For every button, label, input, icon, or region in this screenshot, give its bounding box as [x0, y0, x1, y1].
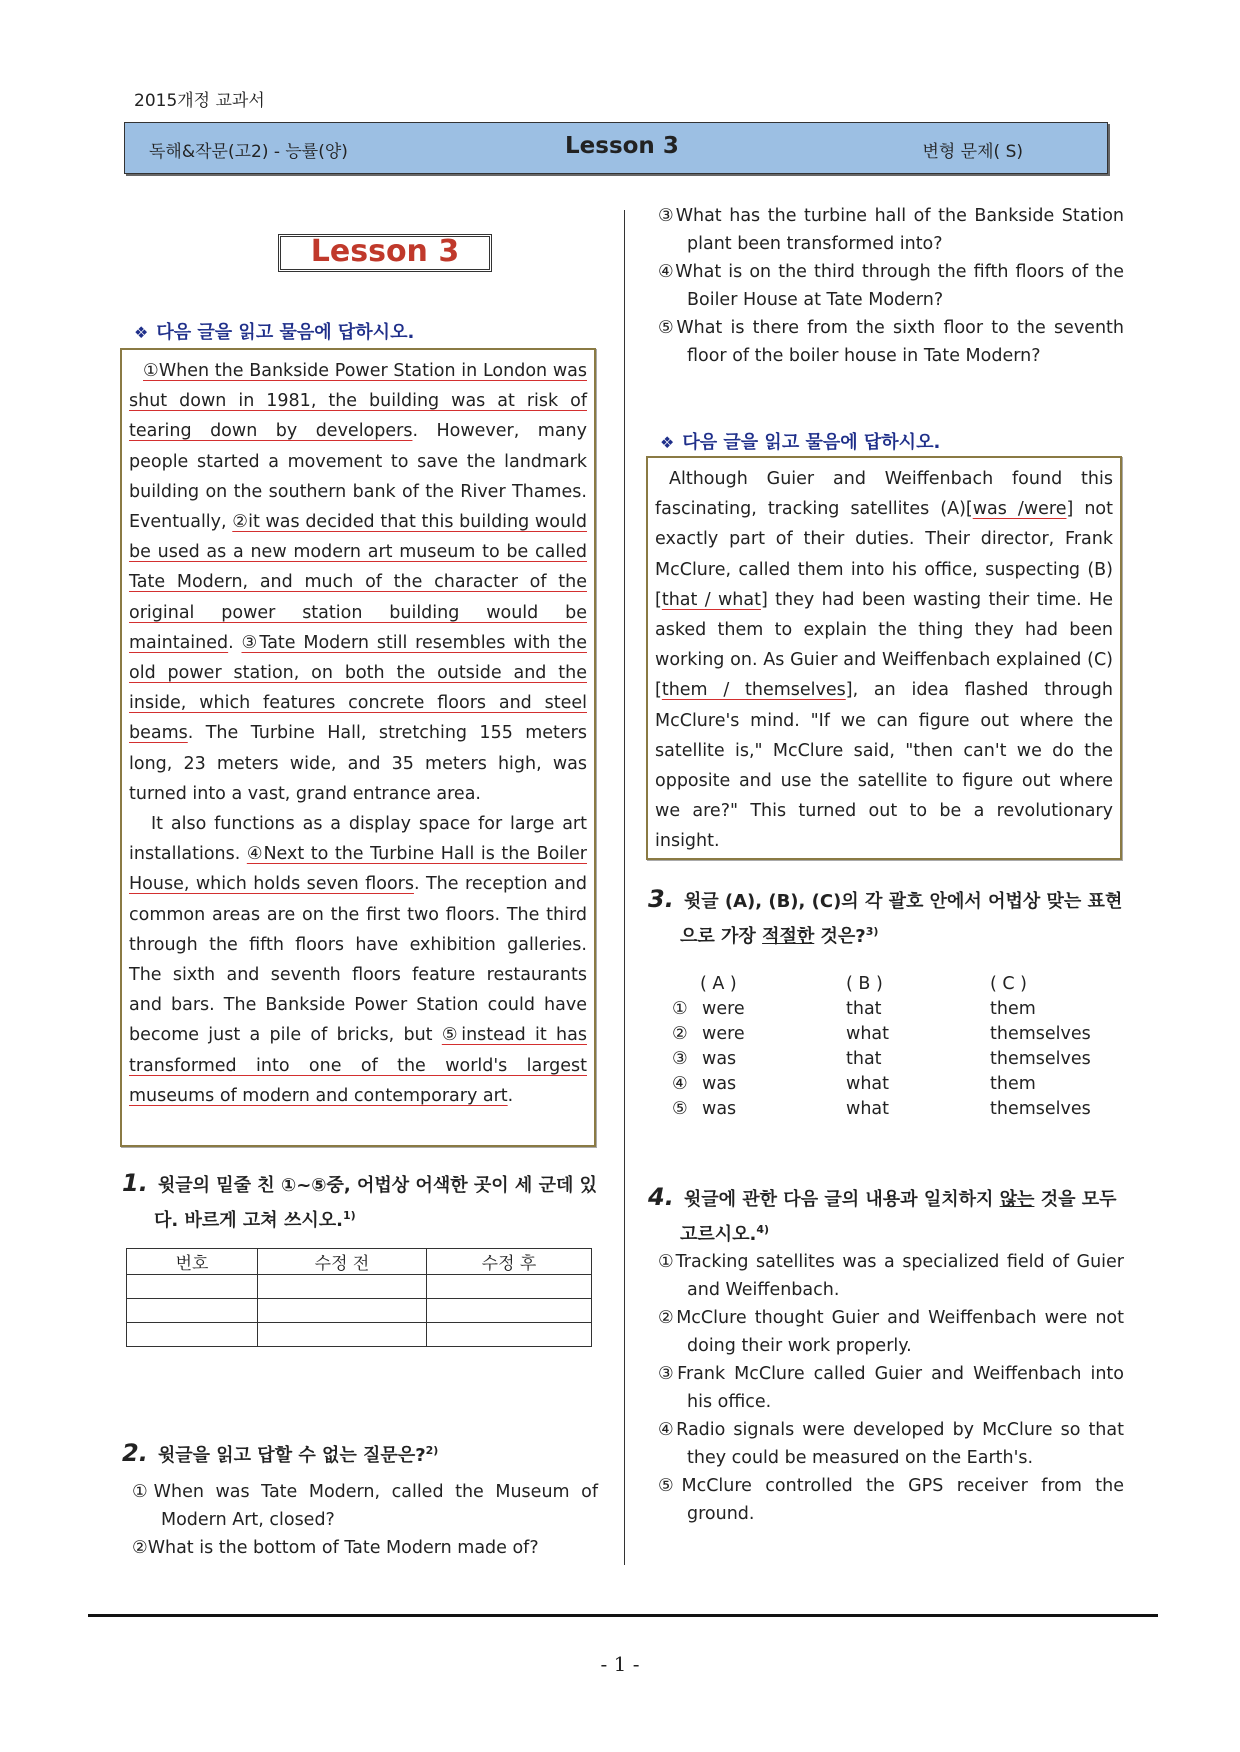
- page-number: - 1 -: [600, 1652, 640, 1676]
- col-header-a: ( A ): [700, 974, 737, 994]
- instruction-2: ❖ 다음 글을 읽고 물음에 답하시오.: [660, 432, 941, 453]
- answer-cell[interactable]: [127, 1323, 258, 1347]
- answer-cell[interactable]: [127, 1275, 258, 1299]
- q2-option-5[interactable]: ⑤What is there from the sixth floor to the seventh floor of the boiler house in Tate Modern?: [658, 318, 1124, 366]
- footer-line: [88, 1614, 1158, 1617]
- header-lesson: Lesson 3: [565, 133, 679, 159]
- header-bar: [124, 122, 1108, 174]
- header-type: 변형 문제( S): [922, 142, 1023, 162]
- question-4-number: 4.: [648, 1183, 674, 1211]
- answer-cell[interactable]: [258, 1275, 427, 1299]
- answer-header-number: 번호: [127, 1249, 258, 1275]
- q4-option-5[interactable]: ⑤McClure controlled the GPS receiver from the ground.: [658, 1476, 1124, 1524]
- answer-cell[interactable]: [427, 1299, 592, 1323]
- col-header-c: ( C ): [990, 974, 1027, 994]
- diamond-icon: ❖: [660, 433, 675, 452]
- q3-choice-3[interactable]: ③ was that themselves: [672, 1049, 1091, 1069]
- q4-option-4[interactable]: ④Radio signals were developed by McClure so that they could be measured on the Earth's.: [658, 1420, 1124, 1468]
- question-3-number: 3.: [648, 885, 674, 913]
- question-2-number: 2.: [122, 1439, 148, 1467]
- answer-cell[interactable]: [127, 1299, 258, 1323]
- question-2: 2. 윗글을 읽고 답할 수 없는 질문은?$^{2)}$: [122, 1439, 439, 1467]
- q3-choice-1[interactable]: ① were that them: [672, 999, 1036, 1019]
- q3-choice-2[interactable]: ② were what themselves: [672, 1024, 1091, 1044]
- q2-option-1[interactable]: ①When was Tate Modern, called the Museum of Modern Art, closed?: [132, 1482, 598, 1530]
- q2-option-3[interactable]: ③What has the turbine hall of the Bankside Station plant been transformed into?: [658, 206, 1124, 254]
- question-1-text: 윗글의 밑줄 친 ①~⑤중, 어법상 어색한 곳이 세 군데 있다. 바르게 고쳐 쓰시오.: [154, 1175, 597, 1231]
- answer-header-after: 수정 후: [427, 1249, 592, 1275]
- question-2-options-right: [658, 202, 1124, 370]
- q4-option-3[interactable]: ③Frank McClure called Guier and Weiffenbach into his office.: [658, 1364, 1124, 1412]
- answer-cell[interactable]: [258, 1299, 427, 1323]
- q3-choice-4[interactable]: ④ was what them: [672, 1074, 1036, 1094]
- header-course: 독해&작문(고2) - 능률(양): [149, 142, 348, 162]
- col-header-b: ( B ): [846, 974, 883, 994]
- top-note: 2015개정 교과서: [134, 91, 265, 111]
- passage-1-para-1: ①When the Bankside Power Station in London was shut down in 1981, the building was at risk of tearing down by developers. However, many people started a movement to save the landmark building on the southern bank of the River Thames. Eventually, ②it was decided that this building would be used as a new modern art museum to be called Tate Modern, and much of the character of the original power station building would be maintained. ③Tate Modern still resembles with the old power station, on both the outside and the inside, which features concrete floors and steel beams. The Turbine Hall, stretching 155 meters long, 23 meters wide, and 35 meters high, was turned into a vast, grand entrance area.: [129, 361, 588, 804]
- lesson-title: Lesson 3: [278, 234, 492, 272]
- question-1: 1. 윗글의 밑줄 친 ①~⑤중, 어법상 어색한 곳이 세 군데 있다. 바르게 고쳐 쓰시오.$^{1)}$: [122, 1169, 597, 1231]
- q3-choice-5[interactable]: ⑤ was what themselves: [672, 1099, 1091, 1119]
- passage-2: [646, 456, 1122, 860]
- q4-option-2[interactable]: ②McClure thought Guier and Weiffenbach were not doing their work properly.: [658, 1308, 1124, 1356]
- question-4-options: [658, 1248, 1124, 1528]
- question-3-choices: [670, 974, 1110, 1124]
- answer-cell[interactable]: [427, 1323, 592, 1347]
- q2-option-4[interactable]: ④What is on the third through the fifth floors of the Boiler House at Tate Modern?: [658, 262, 1124, 310]
- diamond-icon: ❖: [134, 323, 149, 342]
- question-3: 3. 윗글 (A), (B), (C)의 각 괄호 안에서 어법상 맞는 표현으로 가장 적절한 것은?$^{3)}$: [648, 885, 1123, 947]
- question-1-number: 1.: [122, 1169, 148, 1197]
- column-divider: [624, 210, 625, 1565]
- answer-table: [126, 1248, 592, 1347]
- answer-cell[interactable]: [427, 1275, 592, 1299]
- question-4: 4. 윗글에 관한 다음 글의 내용과 일치하지 않는 것을 모두 고르시오.$^{4)}$: [648, 1183, 1117, 1245]
- passage-1-para-2: It also functions as a display space for large art installations. ④Next to the Turbine Hall is the Boiler House, which holds seven floors. The reception and common areas are on the first two floors. The third through the fifth floors have exhibition galleries. The sixth and seventh floors feature restaurants and bars. The Bankside Power Station could have become just a pile of bricks, but ⑤instead it has transformed into one of the world's largest museums of modern and contemporary art.: [129, 814, 587, 1106]
- q2-option-2[interactable]: ②What is the bottom of Tate Modern made of?: [132, 1538, 539, 1558]
- instruction-1: ❖ 다음 글을 읽고 물음에 답하시오.: [134, 322, 415, 343]
- question-2-text: 윗글을 읽고 답할 수 없는 질문은?: [157, 1445, 426, 1466]
- question-2-options-left: [132, 1478, 598, 1562]
- q4-option-1[interactable]: ①Tracking satellites was a specialized field of Guier and Weiffenbach.: [658, 1252, 1124, 1300]
- answer-cell[interactable]: [258, 1323, 427, 1347]
- passage-2-para: Although Guier and Weiffenbach found this fascinating, tracking satellites (A)[was /were] not exactly part of their duties. Their director, Frank McClure, called them into his office, suspecting (B)[that / what] they had been wasting their time. He asked them to explain the thing they had been working on. As Guier and Weiffenbach explained (C)[them / themselves], an idea flashed through McClure's mind. "If we can figure out where the satellite is," McClure said, "then can't we do the opposite and use the satellite to figure out where we are?" This turned out to be a revolutionary insight.: [655, 469, 1113, 852]
- passage-1: [120, 348, 596, 1147]
- answer-header-before: 수정 전: [258, 1249, 427, 1275]
